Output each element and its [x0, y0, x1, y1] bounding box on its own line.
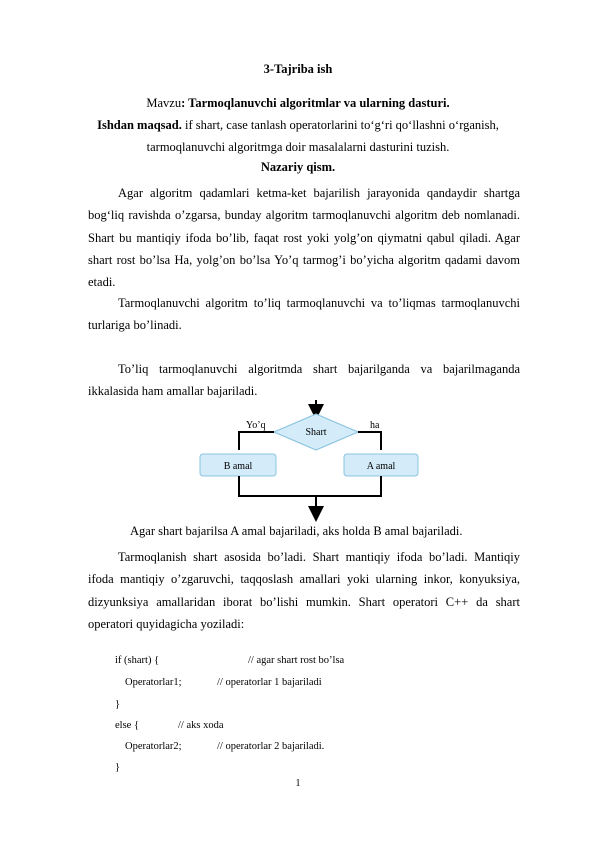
- goal-line-2: tarmoqlanuvchi algoritmga doir masalalarni dasturini tuzish.: [146, 140, 450, 154]
- topic-line: [0, 96, 596, 111]
- goal-text-1: if shart, case tanlash operatorlarini to‘g‘ri qo‘llashni o‘rganish,: [181, 118, 499, 132]
- paragraph-1: Agar algoritm qadamlari ketma-ket bajarilish jarayonida qandaydir shartga bog‘liq ravishda o’zgarsa, bunday algoritm tarmoqlanuvchi algoritm deb nomlanadi. Shart bu mantiqiy ifoda bo’lib, faqat rost yoki yolg’on qiymatni qabul qiladi. Agar shart rost bo’lsa Ha, yolg’on bo’lsa Yo’q tarmog’i bo’yicha algoritm qadami davom etadi.: [88, 186, 520, 290]
- no-label: Yo’q: [246, 420, 266, 431]
- paragraph-3: To’liq tarmoqlanuvchi algoritmda shart bajarilganda va bajarilmaganda ikkalasida ham amallar bajariladi.: [88, 362, 520, 399]
- code-comment-op1: // operatorlar 1 bajariladi: [217, 677, 322, 688]
- code-line-op2: Operatorlar2;: [125, 741, 182, 752]
- b-action-label: B amal: [223, 461, 253, 472]
- paragraph-2: Tarmoqlanuvchi algoritm to’liq tarmoqlanuvchi va to’liqmas tarmoqlanuvchi turlariga bo’linadi.: [88, 296, 520, 333]
- topic-text: : Tarmoqlanuvchi algoritmlar va ularning dasturi.: [181, 96, 450, 110]
- topic-label: Mavzu: [146, 96, 182, 110]
- paragraph-4: Tarmoqlanish shart asosida bo’ladi. Shart mantiqiy ifoda bo’ladi. Mantiqiy ifoda mantiqiy o’zgaruvchi, taqqoslash amallari yoki ularning inkor, konyuksiya, dizyunksiya amallaridan iborat bo’lishi mumkin. Shart operatori C++ da shart operatori quyidagicha yoziladi:: [88, 550, 520, 631]
- code-line-close1: }: [115, 699, 121, 710]
- flowchart: [0, 398, 596, 528]
- condition-label: Shart: [305, 427, 327, 438]
- code-line-op1: Operatorlar1;: [125, 677, 182, 688]
- goal-label: Ishdan maqsad.: [97, 118, 182, 132]
- page-number: 1: [295, 778, 301, 789]
- code-comment-op2: // operatorlar 2 bajariladi.: [217, 741, 325, 752]
- section-title: Nazariy qism.: [260, 160, 336, 174]
- code-line-close2: }: [115, 762, 121, 773]
- code-line-else: else {: [115, 720, 139, 731]
- yes-label: ha: [370, 420, 380, 431]
- diagram-caption: Agar shart bajarilsa A amal bajariladi, aks holda B amal bajariladi.: [130, 524, 463, 538]
- code-comment-if: // agar shart rost bo’lsa: [248, 655, 345, 666]
- goal-line-1: [0, 118, 596, 133]
- code-line-if: if (shart) {: [115, 655, 160, 666]
- page-title: 3-Tajriba ish: [263, 62, 333, 76]
- code-comment-else: // aks xoda: [178, 720, 224, 731]
- a-action-label: A amal: [366, 461, 396, 472]
